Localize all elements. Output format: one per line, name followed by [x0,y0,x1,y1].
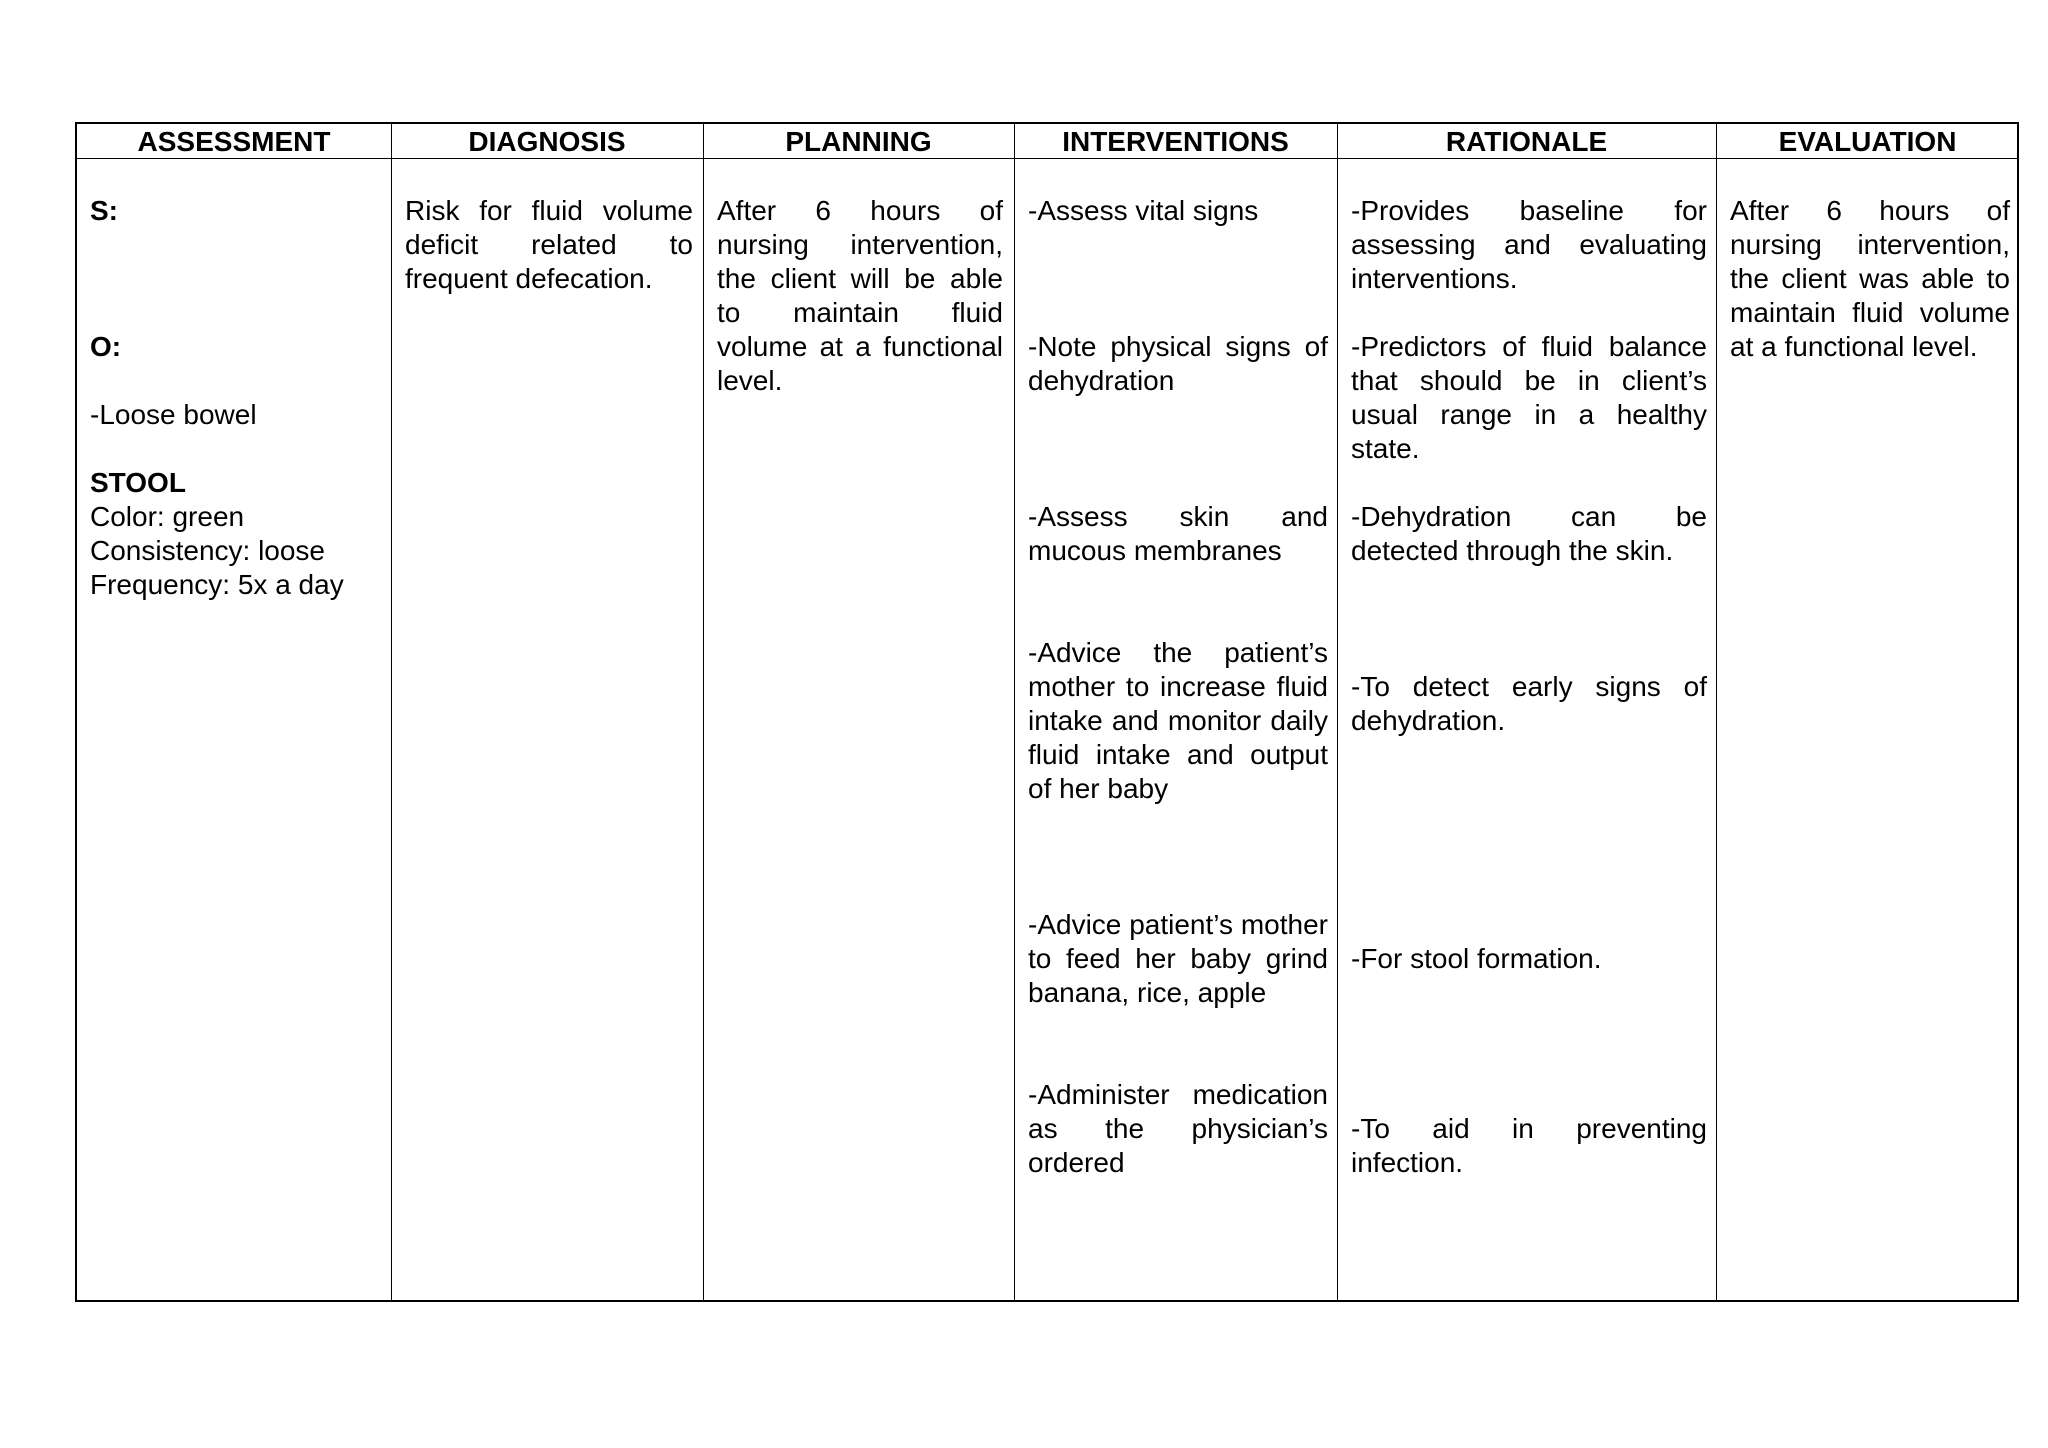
evaluation-text: After 6 hours of nursing intervention, the client was able to maintain fluid volume at a functional level. [1730,195,2010,362]
intervention-item: -Note physical signs of dehydration [1028,331,1328,396]
rationale-item: -Provides baseline for assessing and evaluating interventions. [1351,195,1707,294]
column-divider [703,124,704,1300]
objective-label: O: [90,331,122,362]
diagnosis-text: Risk for fluid volume deficit related to frequent defecation. [405,195,693,294]
subjective-label: S: [90,195,118,226]
column-divider [1014,124,1015,1300]
header-interventions: INTERVENTIONS [1062,126,1289,157]
column-divider [391,124,392,1300]
header-assessment: ASSESSMENT [137,126,331,157]
stool-label: STOOL [90,467,186,498]
rationale-item: -Dehydration can be detected through the skin. [1351,501,1707,566]
header-planning: PLANNING [785,126,932,157]
nursing-care-plan-table [75,122,2019,1302]
rationale-item: -To aid in preventing infection. [1351,1113,1707,1178]
stool-color: Color: green [90,501,245,532]
header-evaluation: EVALUATION [1778,126,1957,157]
loose-bowel-finding: -Loose bowel [90,399,257,430]
intervention-item: -Assess vital signs [1028,195,1259,226]
intervention-item: -Administer medication as the physician’s ordered [1028,1079,1328,1178]
stool-frequency: Frequency: 5x a day [90,569,344,600]
rationale-item: -For stool formation. [1351,943,1602,974]
stool-consistency: Consistency: loose [90,535,326,566]
header-diagnosis: DIAGNOSIS [468,126,626,157]
intervention-item: -Advice patient’s mother to feed her baby grind banana, rice, apple [1028,909,1328,1008]
rationale-item: -Predictors of fluid balance that should be in client’s usual range in a healthy state. [1351,331,1707,464]
header-divider [77,158,2017,159]
rationale-item: -To detect early signs of dehydration. [1351,671,1707,736]
header-rationale: RATIONALE [1445,126,1608,157]
planning-text: After 6 hours of nursing intervention, the client will be able to maintain fluid volume at a functional level. [717,195,1003,396]
intervention-item: -Assess skin and mucous membranes [1028,501,1328,566]
column-divider [1716,124,1717,1300]
column-divider [1337,124,1338,1300]
intervention-item: -Advice the patient’s mother to increase fluid intake and monitor daily fluid intake and output of her baby [1028,637,1328,804]
